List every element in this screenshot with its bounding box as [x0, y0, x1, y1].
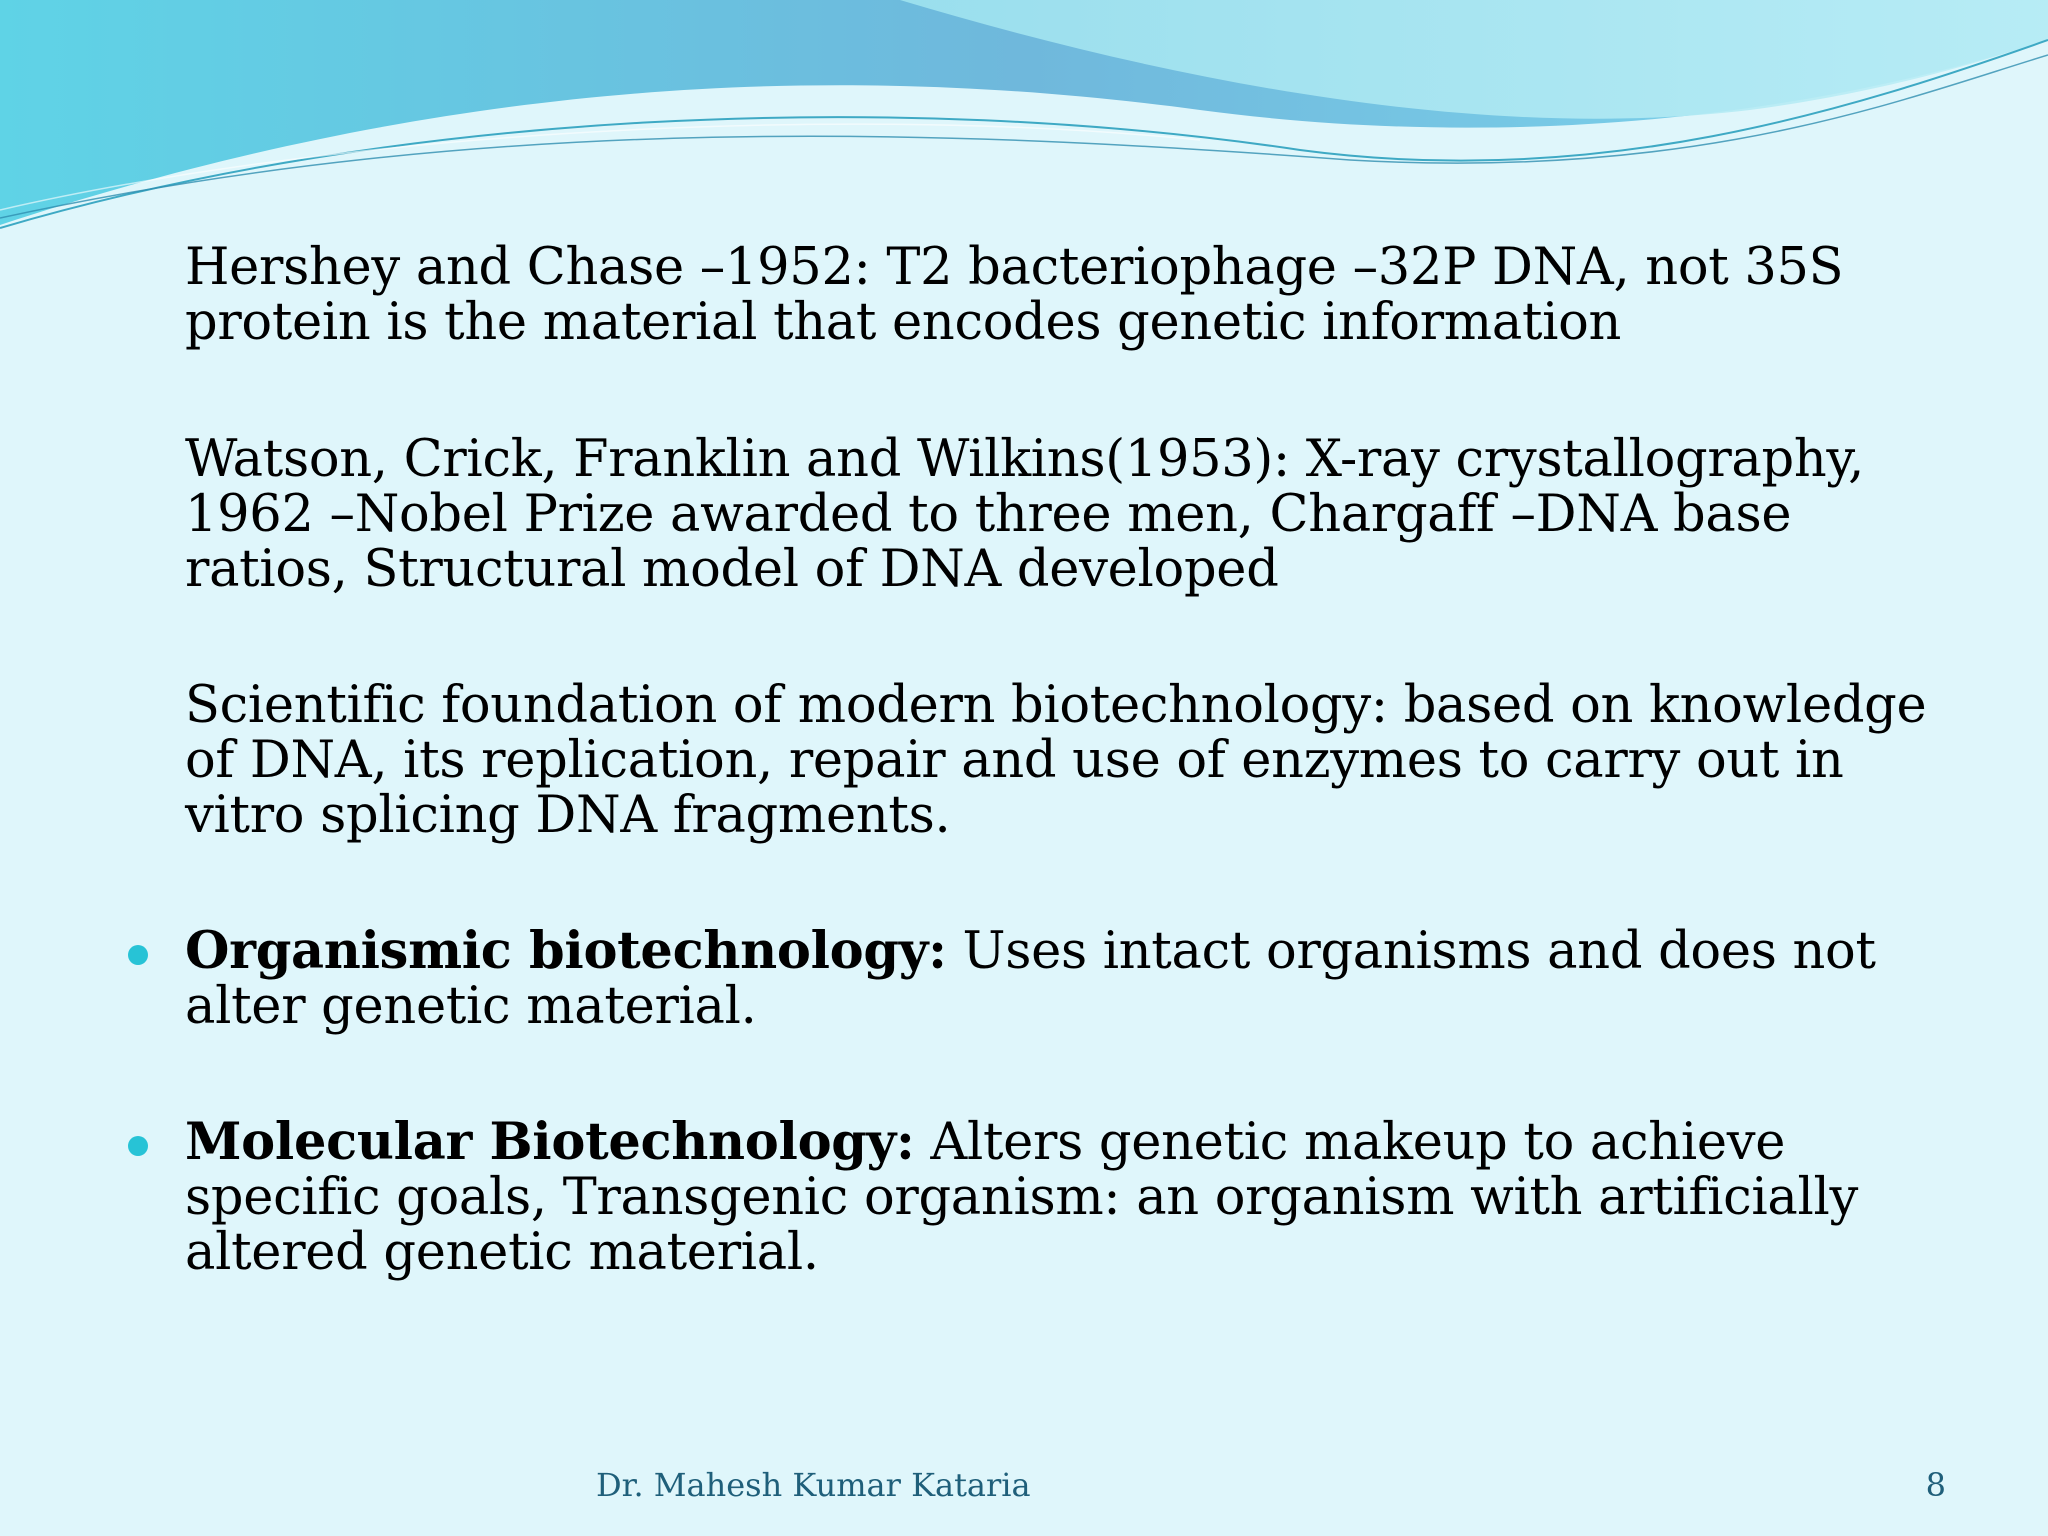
bullet-text: Alters genetic makeup to achieve specific goals, Transgenic organism: an organism with artificially altered genetic material. — [185, 1113, 1859, 1282]
paragraph-scientific-foundation: Scientific foundation of modern biotechnology: based on knowledge of DNA, its replication, repair and use of enzymes to carry out in vitro splicing DNA fragments. — [185, 676, 1927, 845]
bullet-molecular-biotechnology — [185, 1112, 1965, 1282]
bullet-organismic-biotechnology — [185, 921, 1965, 1036]
paragraph-hershey-chase: Hershey and Chase –1952: T2 bacteriophage –32P DNA, not 35S protein is the material that encodes genetic information — [185, 238, 1844, 352]
bullet-icon — [128, 1136, 148, 1156]
slide-number: 8 — [1925, 1466, 1946, 1504]
paragraph-watson-crick: Watson, Crick, Franklin and Wilkins(1953): X-ray crystallography, 1962 –Nobel Prize awarded to three men, Chargaff –DNA base ratios, Structural model of DNA developed — [185, 430, 1865, 599]
bullet-text: Uses intact organisms and does not alter genetic material. — [185, 922, 1876, 1036]
bullet-icon — [128, 945, 148, 965]
bullet-term: Organismic biotechnology: — [185, 921, 947, 981]
header-wave-decoration — [0, 0, 2048, 260]
bullet-term: Molecular Biotechnology: — [185, 1112, 915, 1172]
footer-author: Dr. Mahesh Kumar Kataria — [596, 1466, 1031, 1504]
